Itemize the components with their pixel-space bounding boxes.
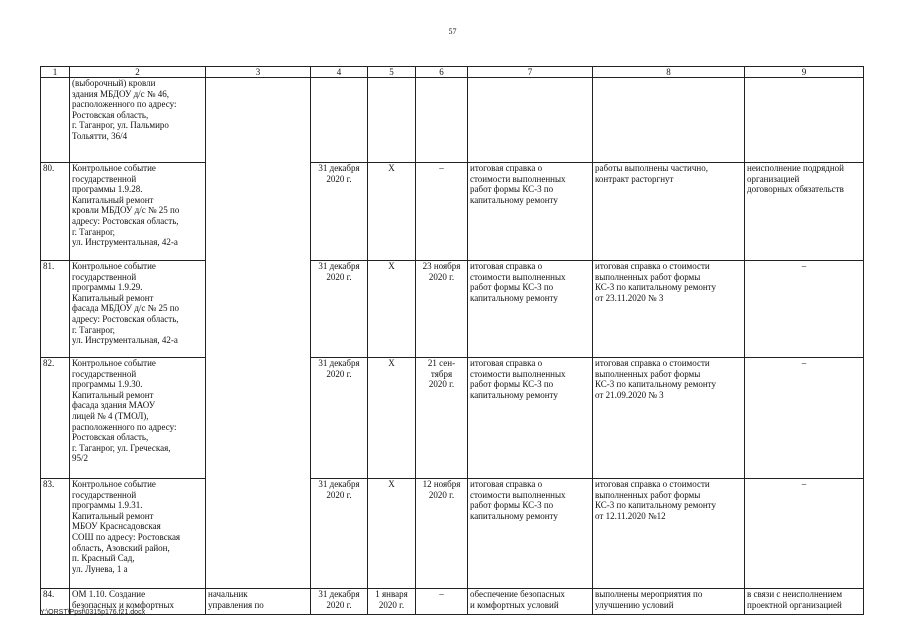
row-number: 80. bbox=[41, 163, 70, 261]
actual-result: работы выполнены частично, контракт расторгнут bbox=[593, 163, 745, 261]
expected-result: обеспечение безопасных и комфортных условий bbox=[468, 589, 593, 615]
document-table bbox=[40, 66, 864, 615]
table-cell bbox=[468, 78, 593, 163]
footer-file-path: Y:\ORST\Ppsf\0315p176.f21.docx bbox=[40, 609, 146, 616]
table-row bbox=[41, 589, 864, 615]
table-cell bbox=[593, 78, 745, 163]
table-row bbox=[41, 479, 864, 589]
actual-result: итоговая справка о стоимости выполненных работ формы КС-3 по капитальному ремонту от 12.11.2020 №12 bbox=[593, 479, 745, 589]
planned-date: 31 декабря 2020 г. bbox=[311, 589, 368, 615]
table-row-continuation bbox=[41, 78, 864, 163]
start-date: Х bbox=[368, 163, 416, 261]
row-number: 84. bbox=[41, 589, 70, 615]
table-cell bbox=[745, 78, 864, 163]
event-description: ОМ 1.10. Создание безопасных и комфортных bbox=[70, 589, 206, 615]
event-description: Контрольное событие государственной программы 1.9.29. Капитальный ремонт фасада МБДОУ д/с № 25 по адресу: Ростовская область, г. Таганрог, ул. Инструментальная, 42-а bbox=[70, 261, 206, 358]
reason: – bbox=[745, 479, 864, 589]
column-header: 8 bbox=[593, 67, 745, 78]
page-number: 57 bbox=[448, 27, 457, 36]
planned-date: 31 декабря 2020 г. bbox=[311, 261, 368, 358]
expected-result: итоговая справка о стоимости выполненных работ формы КС-3 по капитальному ремонту bbox=[468, 358, 593, 479]
row-number: 82. bbox=[41, 358, 70, 479]
actual-date: – bbox=[416, 163, 468, 261]
planned-date: 31 декабря 2020 г. bbox=[311, 479, 368, 589]
event-description: Контрольное событие государственной программы 1.9.28. Капитальный ремонт кровли МБДОУ д/с № 25 по адресу: Ростовская область, г. Таганрог, ул. Инструментальная, 42-а bbox=[70, 163, 206, 261]
reason: неисполнение подрядной организацией договорных обязательств bbox=[745, 163, 864, 261]
table-cell bbox=[368, 78, 416, 163]
actual-result: итоговая справка о стоимости выполненных работ формы КС-3 по капитальному ремонту от 23.11.2020 № 3 bbox=[593, 261, 745, 358]
table-cell bbox=[311, 78, 368, 163]
row-number: 83. bbox=[41, 479, 70, 589]
reason: в связи с неисполнением проектной организацией bbox=[745, 589, 864, 615]
table-row bbox=[41, 261, 864, 358]
actual-date: 21 сен- тября 2020 г. bbox=[416, 358, 468, 479]
actual-date: 23 ноября 2020 г. bbox=[416, 261, 468, 358]
actual-date: 12 ноября 2020 г. bbox=[416, 479, 468, 589]
planned-date: 31 декабря 2020 г. bbox=[311, 358, 368, 479]
event-description: Контрольное событие государственной программы 1.9.30. Капитальный ремонт фасада здания МАОУ лицей № 4 (ТМОЛ), расположенного по адресу: Ростовская область, г. Таганрог, ул. Греческая, 95/2 bbox=[70, 358, 206, 479]
responsible: начальник управления по bbox=[206, 589, 311, 615]
table-cell bbox=[416, 78, 468, 163]
reason: – bbox=[745, 261, 864, 358]
start-date: Х bbox=[368, 261, 416, 358]
column-number-row bbox=[41, 67, 864, 78]
actual-result: итоговая справка о стоимости выполненных работ формы КС-3 по капитальному ремонту от 21.09.2020 № 3 bbox=[593, 358, 745, 479]
expected-result: итоговая справка о стоимости выполненных работ формы КС-3 по капитальному ремонту bbox=[468, 479, 593, 589]
expected-result: итоговая справка о стоимости выполненных работ формы КС-3 по капитальному ремонту bbox=[468, 261, 593, 358]
column-header: 1 bbox=[41, 67, 70, 78]
reason: – bbox=[745, 358, 864, 479]
start-date: Х bbox=[368, 479, 416, 589]
expected-result: итоговая справка о стоимости выполненных работ формы КС-3 по капитальному ремонту bbox=[468, 163, 593, 261]
actual-date: – bbox=[416, 589, 468, 615]
table-row bbox=[41, 358, 864, 479]
column-header: 5 bbox=[368, 67, 416, 78]
row-number: 81. bbox=[41, 261, 70, 358]
table-row bbox=[41, 163, 864, 261]
column-header: 3 bbox=[206, 67, 311, 78]
column-header: 2 bbox=[70, 67, 206, 78]
responsible-cell bbox=[206, 78, 311, 589]
column-header: 6 bbox=[416, 67, 468, 78]
start-date: Х bbox=[368, 358, 416, 479]
table-cell bbox=[41, 78, 70, 163]
column-header: 9 bbox=[745, 67, 864, 78]
planned-date: 31 декабря 2020 г. bbox=[311, 163, 368, 261]
actual-result: выполнены мероприятия по улучшению условий bbox=[593, 589, 745, 615]
column-header: 7 bbox=[468, 67, 593, 78]
column-header: 4 bbox=[311, 67, 368, 78]
start-date: 1 января 2020 г. bbox=[368, 589, 416, 615]
event-description: Контрольное событие государственной программы 1.9.31. Капитальный ремонт МБОУ Краснсадовская СОШ по адресу: Ростовская область, Азовский район, п. Красный Сад, ул. Лунева, 1 а bbox=[70, 479, 206, 589]
table-cell: (выборочный) кровли здания МБДОУ д/с № 46, расположенного по адресу: Ростовская область, г. Таганрог, ул. Пальмиро Тольятти, 36/4 bbox=[70, 78, 206, 163]
